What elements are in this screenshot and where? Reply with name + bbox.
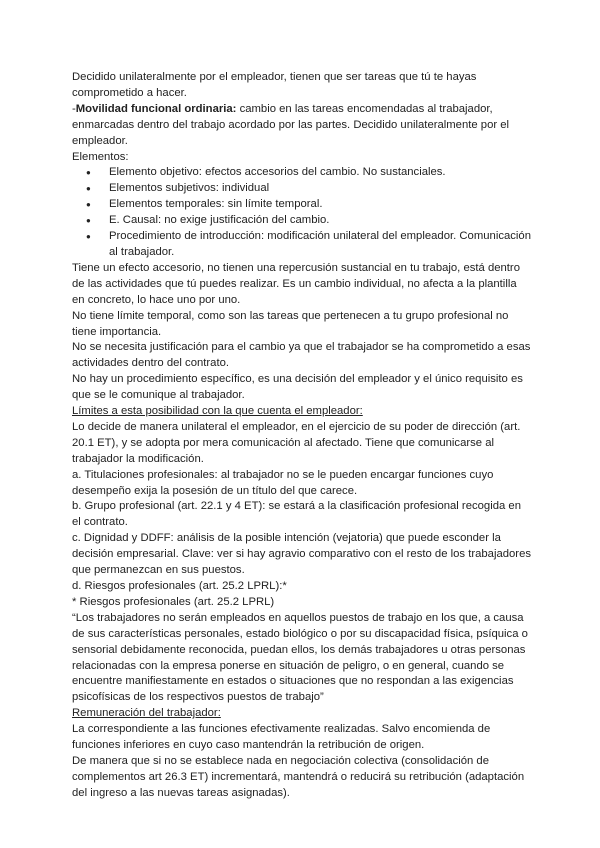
paragraph-a-titulaciones: a. Titulaciones profesionales: al trabajador no se le pueden encargar funciones cuyo desempeño exija la posesión de un título del que carece. — [72, 468, 494, 497]
list-item: ● Procedimiento de introducción: modificación unilateral del empleador. Comunicación al trabajador. — [72, 229, 532, 261]
document-page — [72, 70, 532, 802]
paragraph-decide: Lo decide de manera unilateral el empleador, en el ejercicio de su poder de dirección (art. 20.1 ET), y se adopta por mera comunicación al afectado. Tiene que comunicarse al trabajador la modificación. — [72, 420, 521, 465]
movilidad-prefix: - — [72, 102, 76, 115]
elementos-list — [72, 165, 532, 260]
list-item: ● Elemento objetivo: efectos accesorios del cambio. No sustanciales. — [72, 165, 532, 181]
paragraph-b-grupo: b. Grupo profesional (art. 22.1 y 4 ET): se estará a la clasificación profesional recogida en el contrato. — [72, 500, 521, 529]
paragraph-accesorio: Tiene un efecto accesorio, no tienen una repercusión sustancial en tu trabajo, está dentro de las actividades que tú puedes realizar. Es un cambio individual, no afecta a la plantilla en concreto, lo hace uno por uno. — [72, 261, 520, 306]
paragraph-procedimiento: No hay un procedimiento específico, es una decisión del empleador y el único requisito es que se le comunique al trabajador. — [72, 373, 523, 402]
movilidad-title: Movilidad funcional ordinaria: — [75, 102, 237, 115]
paragraph-remuneracion-1: La correspondiente a las funciones efectivamente realizadas. Salvo encomienda de funciones inferiores en cuyo caso mantendrán la retribución de origen. — [72, 723, 491, 752]
paragraph-justificacion: No se necesita justificación para el cambio ya que el trabajador se ha comprometido a esas actividades dentro del contrato. — [72, 341, 531, 370]
paragraph-intro: Decidido unilateralmente por el empleador, tienen que ser tareas que tú te hayas comprometido a hacer. — [72, 71, 477, 99]
list-item: ● E. Causal: no exige justificación del cambio. — [72, 213, 532, 229]
paragraph-remuneracion-2: De manera que si no se establece nada en negociación colectiva (consolidación de complementos art 26.3 ET) incrementará, mantendrá o reducirá su retribución (adaptación del ingreso a las nuevas tareas asignadas). — [72, 754, 525, 799]
list-item: ● Elementos subjetivos: individual — [72, 181, 532, 197]
paragraph-c-dignidad: c. Dignidad y DDFF: análisis de la posible intención (vejatoria) que puede esconder la decisión empresarial. Clave: ver si hay agravio comparativo con el resto de los trabajadores que permanezcan en sus puestos. — [72, 532, 532, 577]
paragraph-temporal: No tiene límite temporal, como son las tareas que pertenecen a tu grupo profesional no tiene importancia. — [72, 309, 509, 338]
elementos-heading: Elementos: — [72, 150, 129, 163]
list-item: ● Elementos temporales: sin límite temporal. — [72, 197, 532, 213]
paragraph-note: * Riesgos profesionales (art. 25.2 LPRL) — [72, 595, 275, 608]
movilidad-text: cambio en las tareas encomendadas al trabajador, enmarcadas dentro del trabajo acordado por las partes. Decidido unilateralmente por el empleador. — [72, 102, 510, 147]
limites-heading: Límites a esta posibilidad con la que cuenta el empleador: — [72, 405, 363, 418]
paragraph-quote: “Los trabajadores no serán empleados en aquellos puestos de trabajo en los que, a causa de sus características personales, estado biológico o por su discapacidad física, psíquica o sensorial debidamente reconocida, puedan ellos, los demás trabajadores u otras personas relacionadas con la empresa ponerse en situación de peligro, o en general, cuando se encuentre manifiestamente en estados o situaciones que no respondan a las exigencias psicofísicas de los respectivos puestos de trabajo” — [72, 611, 528, 704]
paragraph-d-riesgos: d. Riesgos profesionales (art. 25.2 LPRL):* — [72, 580, 287, 592]
remuneracion-heading: Remuneración del trabajador: — [72, 707, 221, 720]
paragraph-movilidad — [72, 102, 532, 150]
